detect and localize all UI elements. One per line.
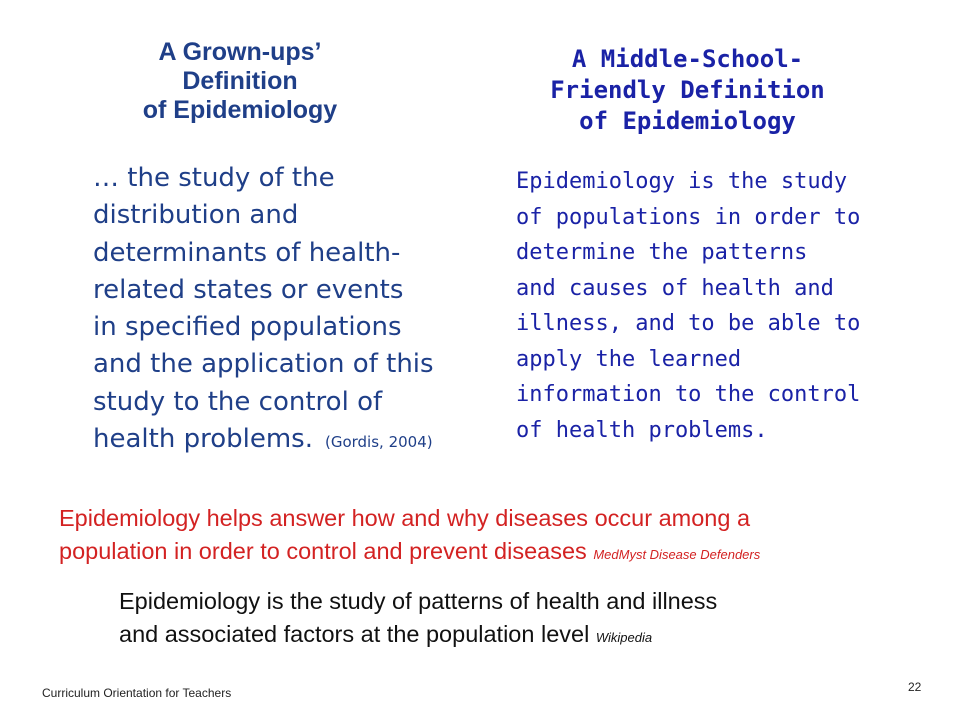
medmyst-line	[59, 535, 939, 571]
body-line: apply the learned	[516, 346, 742, 372]
heading-line: A Grown-ups’	[158, 38, 322, 66]
body-line: determine the patterns	[516, 240, 808, 265]
body-line: in specified populations	[93, 312, 402, 343]
gordis-citation: (Gordis, 2004)	[324, 433, 433, 452]
medmyst-line-text: population in order to control and prevent diseases	[59, 538, 587, 564]
heading-line: Friendly Definition	[550, 76, 825, 104]
wikipedia-definition	[119, 585, 879, 654]
body-line-text: health problems.	[93, 424, 313, 455]
grownups-definition-heading	[95, 38, 385, 125]
wikipedia-line	[119, 618, 879, 654]
body-line-last	[93, 421, 473, 461]
wikipedia-line: Epidemiology is the study of patterns of health and illness	[119, 588, 718, 614]
wikipedia-line-text: and associated factors at the population level	[119, 621, 590, 647]
heading-line: Definition	[182, 67, 298, 95]
medmyst-source: MedMyst Disease Defenders	[593, 547, 761, 562]
body-line: determinants of health-	[93, 237, 401, 268]
body-line: study to the control of	[93, 386, 383, 417]
body-line: of populations in order to	[516, 204, 861, 230]
body-line: distribution and	[93, 200, 299, 231]
body-line: illness, and to be able to	[516, 311, 861, 336]
heading-line: of Epidemiology	[579, 107, 796, 135]
middle-school-definition-heading	[520, 44, 855, 137]
body-line: Epidemiology is the study	[516, 169, 848, 194]
wikipedia-source: Wikipedia	[595, 630, 653, 645]
body-line: and causes of health and	[516, 275, 834, 301]
medmyst-definition	[59, 502, 939, 571]
heading-line: A Middle-School-	[571, 45, 804, 73]
medmyst-line: Epidemiology helps answer how and why diseases occur among a	[59, 505, 751, 531]
slide-number: 22	[908, 680, 922, 694]
body-line: related states or events	[93, 274, 404, 305]
body-line: and the application of this	[93, 349, 434, 380]
footer-text: Curriculum Orientation for Teachers	[42, 686, 232, 700]
body-line: of health problems.	[516, 417, 768, 443]
heading-line: of Epidemiology	[142, 96, 338, 124]
grownups-definition-text	[93, 160, 473, 461]
body-line: … the study of the	[93, 163, 335, 193]
body-line: information to the control	[516, 382, 861, 407]
middle-school-definition-text	[516, 164, 896, 448]
